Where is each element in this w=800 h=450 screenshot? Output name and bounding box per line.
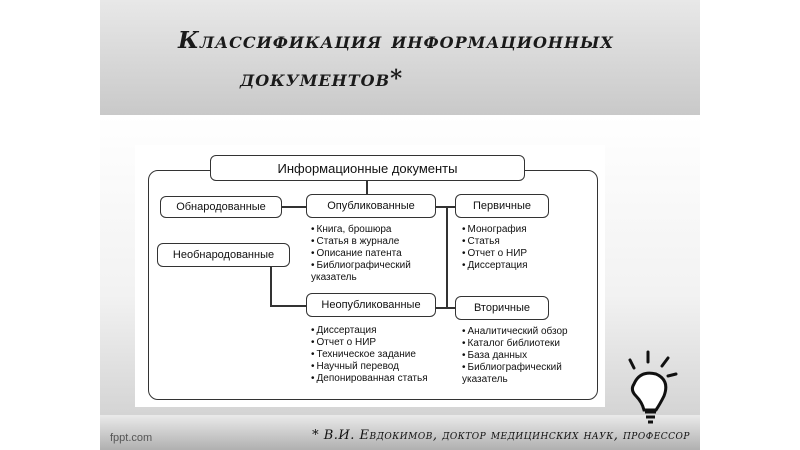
connector-nonpublic-down (270, 267, 272, 305)
published-label: Опубликованные (327, 200, 415, 212)
list-item: • Библиографический указатель (462, 362, 592, 386)
root-box (210, 155, 525, 181)
primary-label: Первичные (473, 200, 531, 212)
primary-list (462, 224, 582, 272)
secondary-list (462, 326, 592, 386)
unpublished-list (311, 325, 446, 385)
list-item: • Депонированная статья (311, 373, 446, 385)
public-label: Обнародованные (176, 201, 266, 213)
public-box (160, 196, 282, 218)
author-credit: * В.И. Евдокимов, доктор медицинских наук, профессор (312, 428, 690, 443)
brand-label: fppt.com (110, 432, 153, 444)
secondary-box (455, 296, 549, 320)
published-list (311, 224, 441, 284)
slide-title-line1: Классификация информационных (178, 27, 614, 54)
connector-unpublished-right (436, 307, 455, 309)
list-item: • Описание патента (311, 248, 441, 260)
slide-title (130, 22, 690, 98)
connector-nonpublic-unpublished (270, 305, 306, 307)
connector-vertical-right (446, 206, 448, 307)
published-box (306, 194, 436, 218)
list-item: • Отчет о НИР (462, 248, 582, 260)
list-item: • Отчет о НИР (311, 337, 446, 349)
list-item: • Монография (462, 224, 582, 236)
list-item: • Книга, брошюра (311, 224, 441, 236)
connector-public-published (282, 206, 306, 208)
unpublished-label: Неопубликованные (321, 299, 421, 311)
root-label: Информационные документы (277, 160, 458, 176)
list-item: • База данных (462, 350, 592, 362)
left-margin (0, 0, 100, 450)
list-item: • Библиографический указатель (311, 260, 441, 284)
non-public-box (157, 243, 290, 267)
unpublished-box (306, 293, 436, 317)
list-item: • Диссертация (462, 260, 582, 272)
lightbulb-icon (612, 350, 692, 430)
list-item: • Статья (462, 236, 582, 248)
list-item: • Диссертация (311, 325, 446, 337)
right-margin (700, 0, 800, 450)
non-public-label: Необнародованные (172, 249, 275, 261)
list-item: • Научный перевод (311, 361, 446, 373)
list-item: • Аналитический обзор (462, 326, 592, 338)
list-item: • Техническое задание (311, 349, 446, 361)
connector-root-down (366, 181, 368, 194)
list-item: • Статья в журнале (311, 236, 441, 248)
slide-title-line2: документов* (240, 65, 404, 92)
list-item: • Каталог библиотеки (462, 338, 592, 350)
secondary-label: Вторичные (473, 302, 531, 314)
primary-box (455, 194, 549, 218)
